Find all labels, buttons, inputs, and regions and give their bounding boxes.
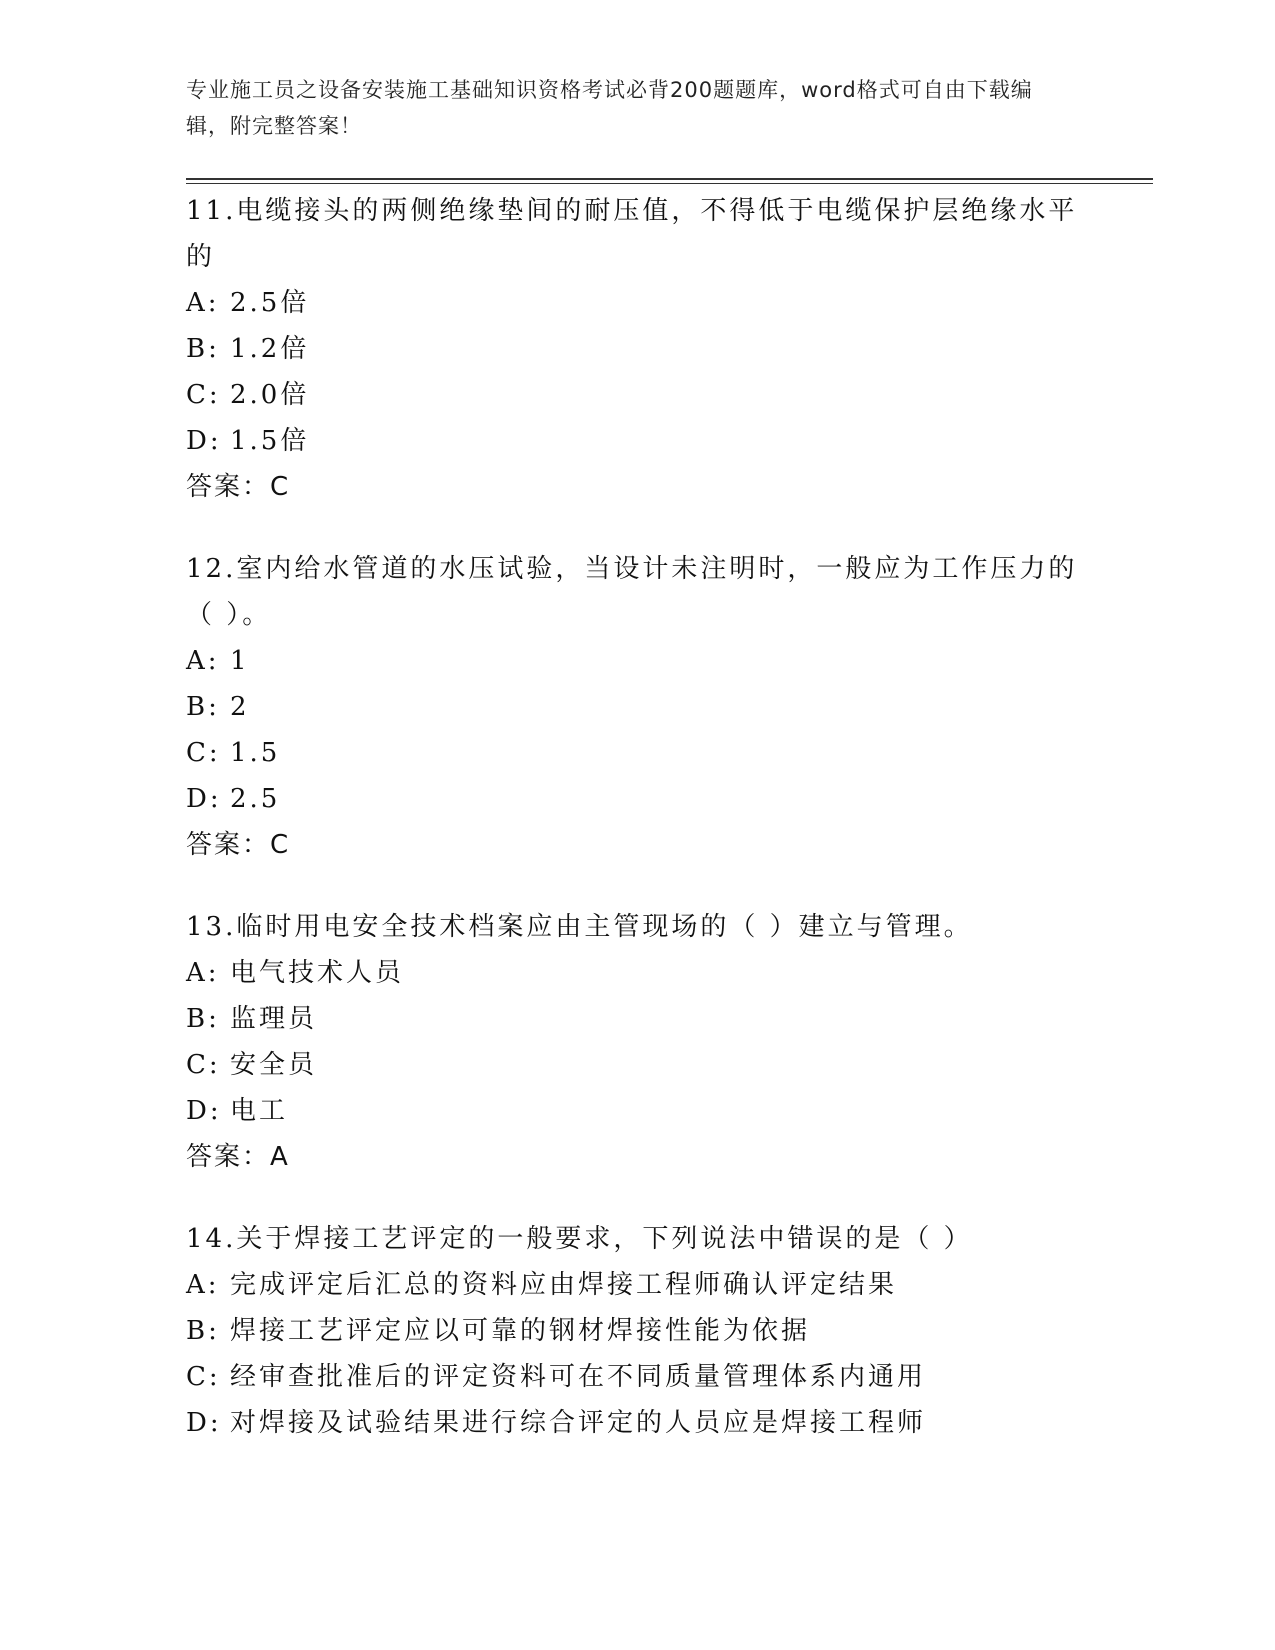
option-letter: B: bbox=[186, 334, 220, 364]
option-text: 2.0倍 bbox=[230, 380, 310, 410]
option-letter: A: bbox=[186, 958, 220, 988]
option-letter: C: bbox=[186, 380, 221, 410]
option-text: 电气技术人员 bbox=[230, 958, 405, 988]
option-letter: D: bbox=[186, 1408, 222, 1438]
option-text: 1.5倍 bbox=[230, 426, 310, 456]
option-text: 1.5 bbox=[230, 738, 281, 768]
option-text: 经审查批准后的评定资料可在不同质量管理体系内通用 bbox=[230, 1362, 927, 1392]
question-stem: 14.关于焊接工艺评定的一般要求，下列说法中错误的是（ ） bbox=[186, 1224, 973, 1254]
option-letter: D: bbox=[186, 784, 222, 814]
answer-line: 答案：C bbox=[186, 830, 291, 860]
option-text: 完成评定后汇总的资料应由焊接工程师确认评定结果 bbox=[230, 1270, 898, 1300]
option-b bbox=[186, 684, 1086, 730]
option-letter: D: bbox=[186, 1096, 222, 1126]
option-c bbox=[186, 372, 1086, 418]
option-a bbox=[186, 1262, 1086, 1308]
option-letter: C: bbox=[186, 738, 221, 768]
answer-line: 答案：A bbox=[186, 1142, 290, 1172]
option-text: 1.2倍 bbox=[230, 334, 310, 364]
option-text: 对焊接及试验结果进行综合评定的人员应是焊接工程师 bbox=[230, 1408, 927, 1438]
option-letter: B: bbox=[186, 1316, 220, 1346]
question-stem: 13.临时用电安全技术档案应由主管现场的（ ）建立与管理。 bbox=[186, 912, 973, 942]
option-b bbox=[186, 1308, 1086, 1354]
option-a bbox=[186, 950, 1086, 996]
option-letter: B: bbox=[186, 1004, 220, 1034]
option-text: 1 bbox=[230, 646, 250, 676]
option-letter: A: bbox=[186, 288, 220, 318]
option-a bbox=[186, 280, 1086, 326]
option-b bbox=[186, 996, 1086, 1042]
option-text: 焊接工艺评定应以可靠的钢材焊接性能为依据 bbox=[230, 1316, 811, 1346]
option-letter: D: bbox=[186, 426, 222, 456]
question-13 bbox=[186, 904, 1086, 1180]
option-text: 2.5 bbox=[230, 784, 281, 814]
question-11 bbox=[186, 188, 1086, 510]
answer-line: 答案：C bbox=[186, 472, 291, 502]
document-header: 专业施工员之设备安装施工基础知识资格考试必背200题题库，word格式可自由下载编辑，附完整答案！ bbox=[186, 78, 1033, 138]
option-d bbox=[186, 418, 1086, 464]
header-divider-thin bbox=[186, 183, 1153, 184]
option-text: 电工 bbox=[230, 1096, 289, 1126]
option-d bbox=[186, 1088, 1086, 1134]
question-list bbox=[186, 188, 1086, 1482]
option-text: 监理员 bbox=[230, 1004, 318, 1034]
option-a bbox=[186, 638, 1086, 684]
option-letter: B: bbox=[186, 692, 220, 722]
option-letter: C: bbox=[186, 1362, 221, 1392]
option-letter: C: bbox=[186, 1050, 221, 1080]
option-text: 安全员 bbox=[230, 1050, 318, 1080]
option-text: 2 bbox=[230, 692, 250, 722]
option-b bbox=[186, 326, 1086, 372]
option-c bbox=[186, 1354, 1086, 1400]
option-text: 2.5倍 bbox=[230, 288, 310, 318]
option-c bbox=[186, 1042, 1086, 1088]
question-12 bbox=[186, 546, 1086, 868]
option-d bbox=[186, 776, 1086, 822]
option-d bbox=[186, 1400, 1086, 1446]
option-letter: A: bbox=[186, 646, 220, 676]
question-14 bbox=[186, 1216, 1086, 1446]
question-stem: 12.室内给水管道的水压试验，当设计未注明时，一般应为工作压力的（ ）。 bbox=[186, 554, 1078, 630]
header-divider-thick bbox=[186, 178, 1153, 180]
option-letter: A: bbox=[186, 1270, 220, 1300]
option-c bbox=[186, 730, 1086, 776]
question-stem: 11.电缆接头的两侧绝缘垫间的耐压值，不得低于电缆保护层绝缘水平的 bbox=[186, 196, 1078, 272]
